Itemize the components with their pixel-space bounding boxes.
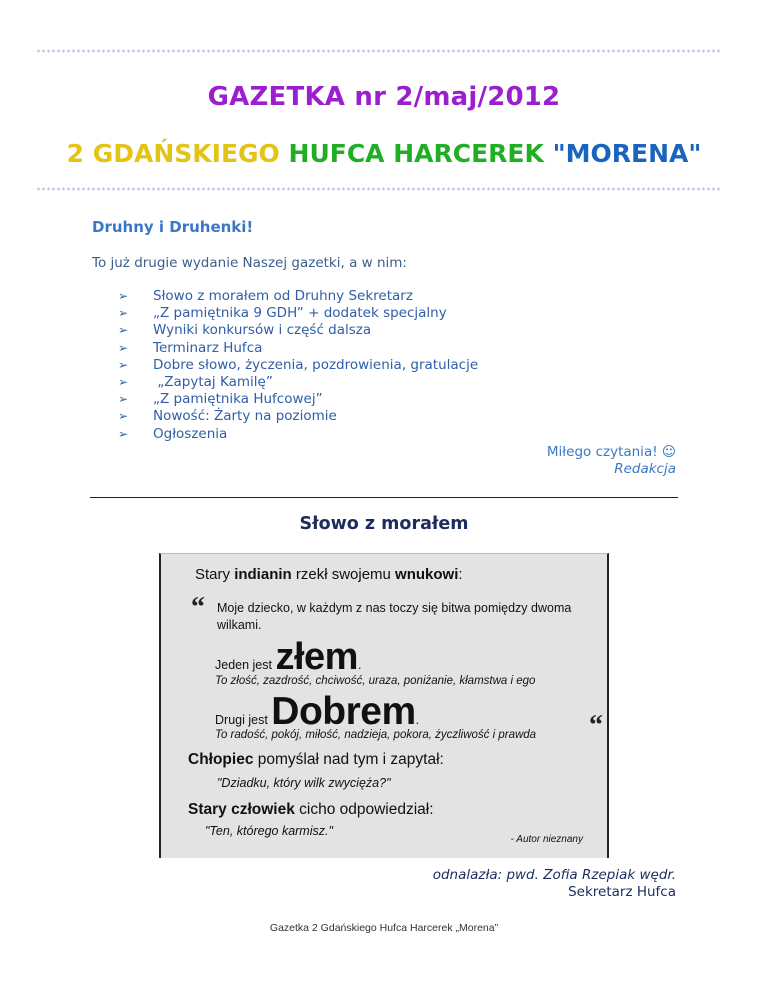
list-item xyxy=(118,408,478,425)
arrow-bullet-icon: ➢ xyxy=(118,323,129,338)
page-subtitle xyxy=(0,139,768,168)
contents-list xyxy=(118,288,478,443)
quote-image xyxy=(159,553,609,858)
list-item-text: „Zapytaj Kamilę” xyxy=(153,374,273,391)
quote-big-word: Dobrem xyxy=(271,690,416,733)
decorative-dotted-line-top xyxy=(36,49,720,53)
list-item-text: Terminarz Hufca xyxy=(153,339,263,356)
quote-text: Drugi jest xyxy=(215,713,272,727)
open-quote-mark: “ xyxy=(191,592,205,623)
list-item xyxy=(118,322,478,339)
quote-intro-line xyxy=(195,566,463,583)
quote-text-bold: Stary człowiek xyxy=(188,801,295,818)
page-footer: Gazetka 2 Gdańskiego Hufca Harcerek „Morena” xyxy=(269,922,499,934)
quote-big-word: złem xyxy=(275,636,358,678)
arrow-bullet-icon: ➢ xyxy=(118,306,129,321)
quote-boy-question: "Dziadku, który wilk zwycięża?" xyxy=(217,776,391,790)
greeting-heading: Druhny i Druhenki! xyxy=(92,218,254,236)
quote-second-wolf-description: To radość, pokój, miłość, nadzieja, pokora, życzliwość i prawda xyxy=(215,729,537,741)
quote-text: : xyxy=(458,566,463,583)
quote-text: pomyślał nad tym i zapytał: xyxy=(253,751,444,768)
quote-text-bold: Chłopiec xyxy=(188,751,254,768)
intro-text: To już drugie wydanie Naszej gazetki, a w nim: xyxy=(92,255,407,271)
quote-old-man-line xyxy=(188,801,434,819)
closing-greeting: Miłego czytania! ☺ xyxy=(546,444,676,460)
list-item-text: Dobre słowo, życzenia, pozdrowienia, gratulacje xyxy=(153,356,479,373)
closing-note xyxy=(547,444,676,478)
arrow-bullet-icon: ➢ xyxy=(118,340,129,355)
list-item-text: Nowość: Żarty na poziomie xyxy=(153,408,337,425)
quote-first-wolf-description: To złość, zazdrość, chciwość, uraza, poniżanie, kłamstwa i ego xyxy=(215,675,536,687)
section-title: Słowo z morałem xyxy=(299,514,469,534)
divider xyxy=(90,497,678,498)
image-credit xyxy=(433,867,676,901)
quote-first-wolf xyxy=(215,636,361,679)
credit-role: Sekretarz Hufca xyxy=(568,884,676,900)
list-item xyxy=(118,288,478,305)
arrow-bullet-icon: ➢ xyxy=(118,392,129,407)
quote-text: cicho odpowiedział: xyxy=(294,801,434,818)
quote-boy-line xyxy=(188,751,444,769)
list-item xyxy=(118,391,478,408)
quote-text: Jeden jest xyxy=(215,658,276,672)
list-item-text: „Z pamiętnika Hufcowej” xyxy=(153,391,323,408)
quote-author: - Autor nieznany xyxy=(510,834,583,845)
page-title: GAZETKA nr 2/maj/2012 xyxy=(207,82,561,112)
quote-text-bold: wnukowi xyxy=(395,566,459,583)
list-item xyxy=(118,374,478,391)
decorative-dotted-line-bottom xyxy=(36,187,720,191)
quote-text: . xyxy=(357,658,362,672)
quote-old-man-answer: "Ten, którego karmisz." xyxy=(205,824,333,838)
list-item-text: Wyniki konkursów i część dalsza xyxy=(153,322,372,339)
arrow-bullet-icon: ➢ xyxy=(118,375,129,390)
list-item xyxy=(118,426,478,443)
list-item xyxy=(118,305,478,322)
list-item xyxy=(118,357,478,374)
credit-author: odnalazła: pwd. Zofia Rzepiak wędr. xyxy=(432,867,676,883)
quote-text: . xyxy=(415,713,420,727)
quote-text: rzekł swojemu xyxy=(291,566,396,583)
quote-text: Stary xyxy=(195,566,235,583)
subtitle-part-blue: "MORENA" xyxy=(552,139,702,168)
closing-signature: Redakcja xyxy=(614,461,676,477)
quote-paragraph: Moje dziecko, w każdym z nas toczy się bitwa pomiędzy dwoma wilkami. xyxy=(217,601,572,632)
arrow-bullet-icon: ➢ xyxy=(118,289,129,303)
close-quote-mark: “ xyxy=(589,710,603,741)
quote-text-bold: indianin xyxy=(234,566,292,583)
arrow-bullet-icon: ➢ xyxy=(118,357,129,372)
list-item-text: Ogłoszenia xyxy=(153,425,228,442)
subtitle-part-yellow: 2 GDAŃSKIEGO xyxy=(66,139,280,168)
subtitle-part-green: HUFCA HARCEREK xyxy=(288,139,544,168)
list-item-text: „Z pamiętnika 9 GDH” + dodatek specjalny xyxy=(153,305,447,322)
list-item-text: Słowo z morałem od Druhny Sekretarz xyxy=(153,288,413,304)
arrow-bullet-icon: ➢ xyxy=(118,409,129,424)
arrow-bullet-icon: ➢ xyxy=(118,426,129,441)
quote-second-wolf xyxy=(215,690,419,734)
list-item xyxy=(118,340,478,357)
